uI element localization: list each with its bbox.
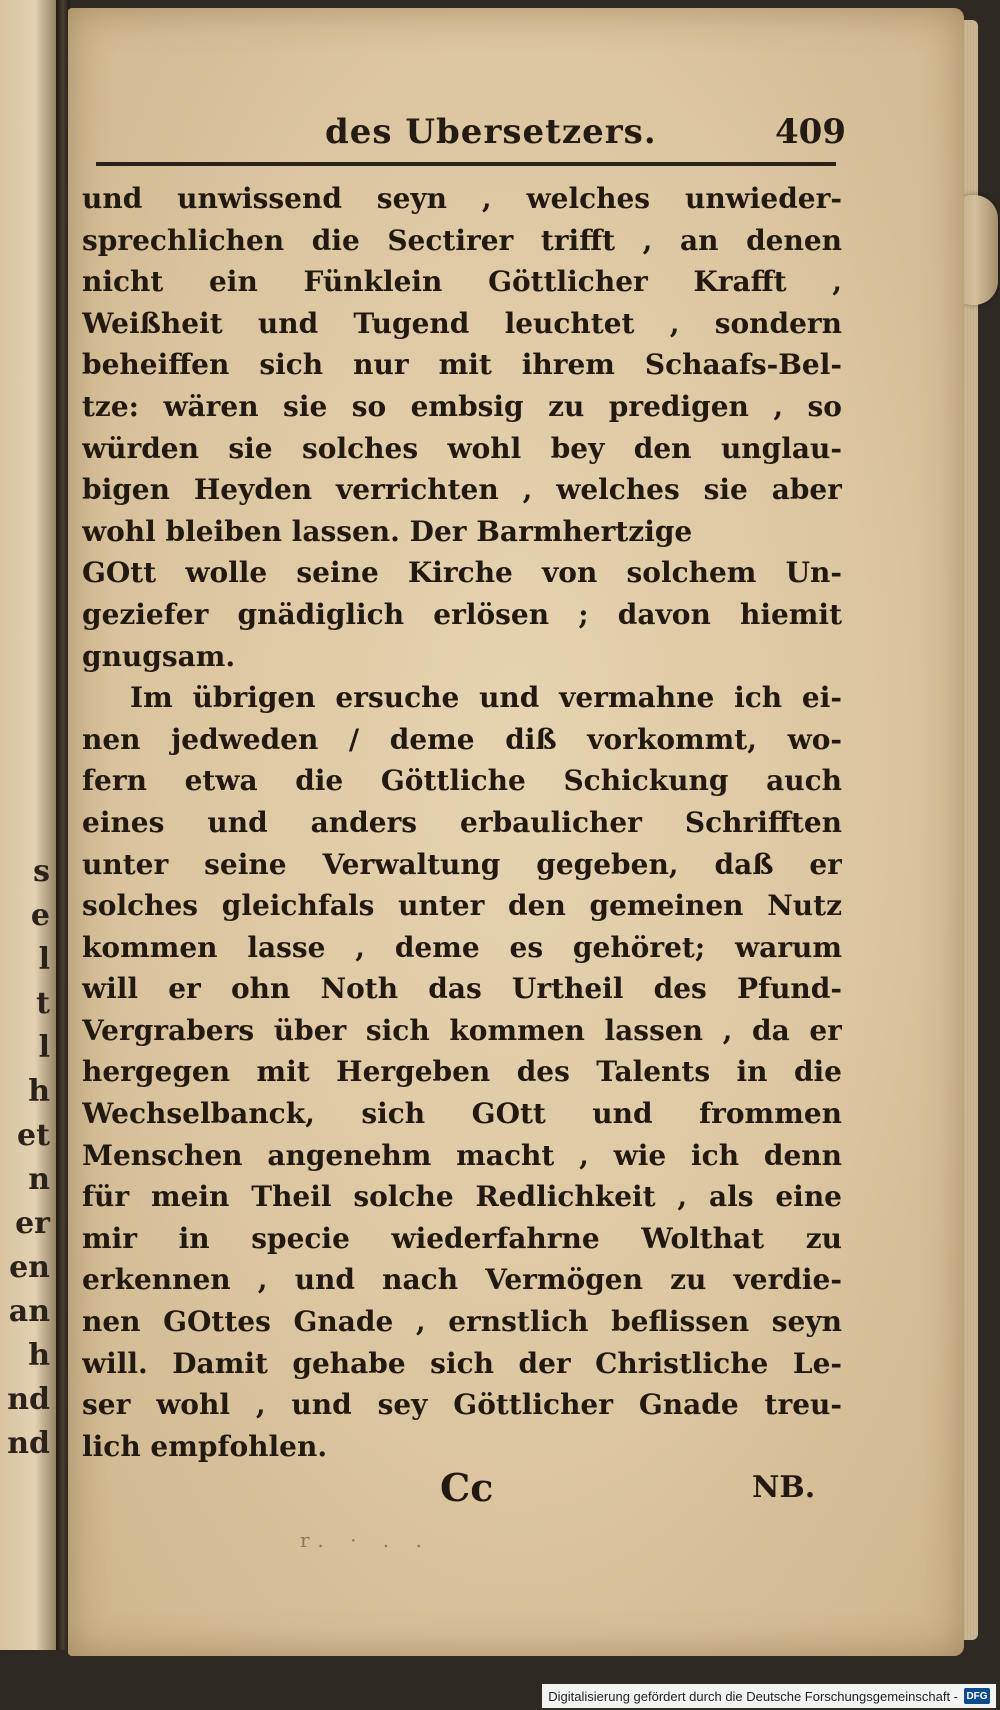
text-line: erkennen , und nach Vermögen zu verdie- [82, 1263, 842, 1297]
text-line: eines und anders erbaulicher Schrifften [82, 805, 842, 839]
left-page-fragment: nd [7, 1382, 50, 1417]
left-page-fragment: nd [7, 1426, 50, 1461]
text-line: geziefer gnädiglich erlösen ; davon hiemit [82, 597, 842, 631]
page-number: 409 [775, 112, 846, 152]
left-page-fragment: en [9, 1250, 50, 1285]
left-page-fragment: et [17, 1118, 50, 1153]
text-line: und unwissend seyn , welches unwieder- [82, 182, 842, 215]
text-line: fern etwa die Göttliche Schickung auch [82, 764, 842, 798]
left-page-fragment: l [38, 1030, 50, 1065]
left-page-edge [0, 0, 58, 1650]
text-line: Menschen angenehm macht , wie ich denn [82, 1138, 842, 1172]
text-line: nen jedweden / deme diß vorkommt, wo- [82, 722, 842, 756]
text-line: nicht ein Fünklein Göttlicher Krafft , [82, 265, 842, 299]
text-line: ser wohl , und sey Göttlicher Gnade treu- [82, 1388, 842, 1422]
left-page-fragment: s [33, 854, 50, 889]
text-line: will. Damit gehabe sich der Christliche Le- [82, 1346, 842, 1380]
text-line: für mein Theil solche Redlichkeit , als eine [82, 1180, 842, 1214]
dfg-logo: DFG [964, 1688, 990, 1704]
left-page-fragment: er [15, 1206, 50, 1241]
text-line: unter seine Verwaltung gegeben, daß er [82, 847, 842, 881]
catchword: NB. [752, 1470, 816, 1505]
credit-text: Digitalisierung gefördert durch die Deutsche Forschungsgemeinschaft - [548, 1688, 958, 1704]
stray-ink-marks: r. · . . [300, 1528, 432, 1552]
text-line: hergegen mit Hergeben des Talents in die [82, 1055, 842, 1089]
text-line: mir in specie wiederfahrne Wolthat zu [82, 1221, 842, 1255]
left-page-fragment: t [36, 986, 50, 1021]
left-page-fragment: n [28, 1162, 50, 1197]
text-line: tze: wären sie so embsig zu predigen , so [82, 389, 842, 423]
left-page-fragment: l [38, 942, 50, 977]
digitization-credit [542, 1684, 996, 1708]
header-rule [96, 162, 836, 166]
text-line: sprechlichen die Sectirer trifft , an denen [82, 223, 842, 257]
text-line: würden sie solches wohl bey den unglau- [82, 431, 842, 465]
text-line: wohl bleiben lassen. Der Barmhertzige [82, 514, 693, 548]
signature-mark: Cc [440, 1465, 494, 1510]
left-page-fragment: e [30, 898, 50, 933]
text-line: nen GOttes Gnade , ernstlich beflissen seyn [82, 1305, 842, 1339]
text-line: kommen lasse , deme es gehöret; warum [82, 930, 842, 964]
text-line: bigen Heyden verrichten , welches sie aber [82, 473, 842, 507]
text-line: Im übrigen ersuche und vermahne ich ei- [130, 681, 842, 715]
running-head: des Ubersetzers. [325, 112, 657, 152]
text-line: lich empfohlen. [82, 1429, 328, 1463]
text-line: solches gleichfals unter den gemeinen Nutz [82, 889, 842, 923]
text-line: Vergrabers über sich kommen lassen , da er [82, 1013, 842, 1047]
left-page-fragment: h [28, 1074, 50, 1109]
left-page-fragment: an [8, 1294, 50, 1329]
left-page-text-fragments [2, 850, 56, 1466]
text-line: beheiffen sich nur mit ihrem Schaafs-Bel- [82, 348, 842, 382]
text-line: will er ohn Noth das Urtheil des Pfund- [82, 972, 842, 1006]
body-text [82, 178, 842, 1467]
text-line: Weißheit und Tugend leuchtet , sondern [82, 306, 842, 340]
text-line: GOtt wolle seine Kirche von solchem Un- [82, 556, 842, 590]
left-page-fragment: h [28, 1338, 50, 1373]
text-line: gnugsam. [82, 639, 236, 673]
text-line: Wechselbanck, sich GOtt und frommen [82, 1097, 842, 1131]
